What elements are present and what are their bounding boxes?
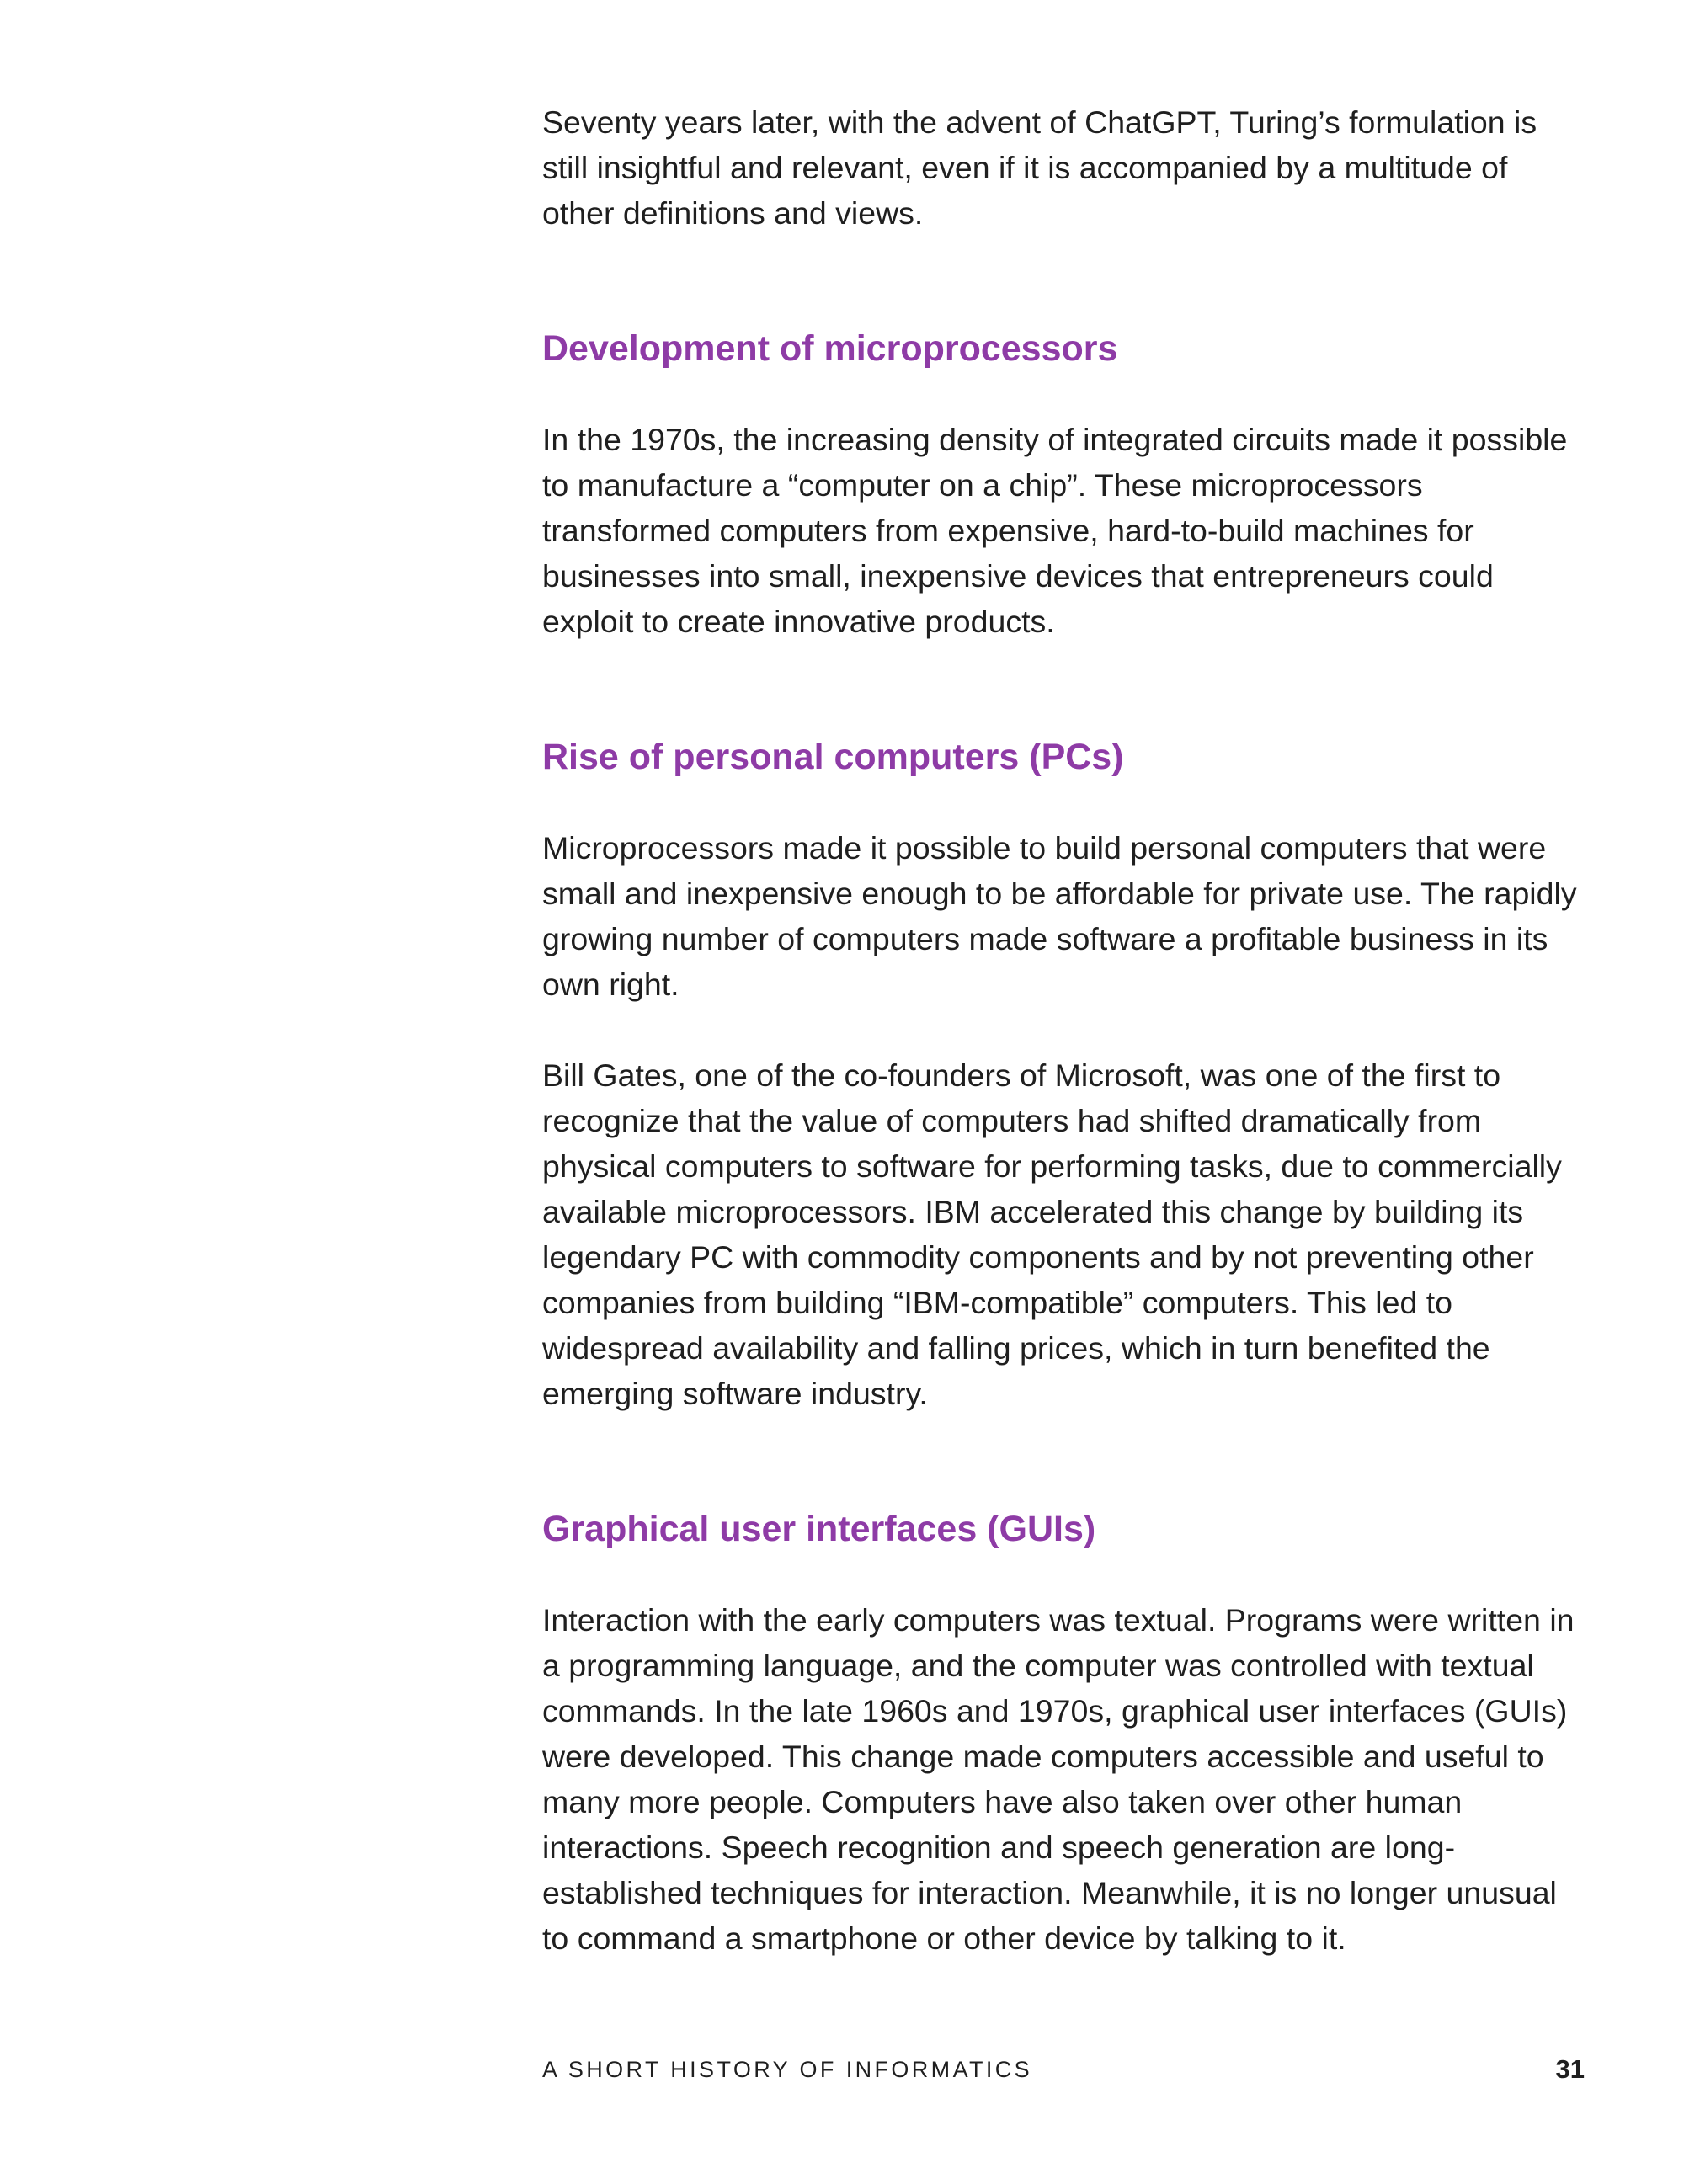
- running-footer-title: A SHORT HISTORY OF INFORMATICS: [542, 2057, 1033, 2082]
- section-paragraph: Bill Gates, one of the co-founders of Microsoft, was one of the first to recognize that the value of computers had shifted dramatically from physical computers to software for performing tasks, due to commercially available microprocessors. IBM accelerated this change by building its legendary PC with commodity components and by not preventing other companies from building “IBM-compatible” computers. This led to widespread availability and falling prices, which in turn benefited the emerging software industry.: [542, 1057, 1562, 1411]
- intro-paragraph: Seventy years later, with the advent of ChatGPT, Turing’s formulation is still insightful and relevant, even if it is accompanied by a multitude of other definitions and views.: [542, 104, 1537, 231]
- page-footer: [542, 2053, 1586, 2086]
- page-number: 31: [1555, 2054, 1585, 2084]
- section-heading-guis: Graphical user interfaces (GUIs): [542, 1509, 1096, 1549]
- page-content: [542, 99, 1586, 1961]
- section-heading-personal-computers: Rise of personal computers (PCs): [542, 737, 1124, 777]
- section-paragraph: Microprocessors made it possible to build personal computers that were small and inexpensive enough to be affordable for private use. The rapidly growing number of computers made software a profitable business in its own right.: [542, 830, 1577, 1002]
- section-paragraph: Interaction with the early computers was textual. Programs were written in a programming language, and the computer was controlled with textual commands. In the late 1960s and 1970s, graphical user interfaces (GUIs) were developed. This change made computers accessible and useful to many more people. Computers have also taken over other human interactions. Speech recognition and speech generation are long-established techniques for interaction. Meanwhile, it is no longer unusual to command a smartphone or other device by talking to it.: [542, 1602, 1575, 1956]
- section-paragraph: In the 1970s, the increasing density of integrated circuits made it possible to manufacture a “computer on a chip”. These microprocessors transformed computers from expensive, hard-to-build machines for businesses into small, inexpensive devices that entrepreneurs could exploit to create innovative products.: [542, 422, 1568, 639]
- section-heading-microprocessors: Development of microprocessors: [542, 328, 1118, 369]
